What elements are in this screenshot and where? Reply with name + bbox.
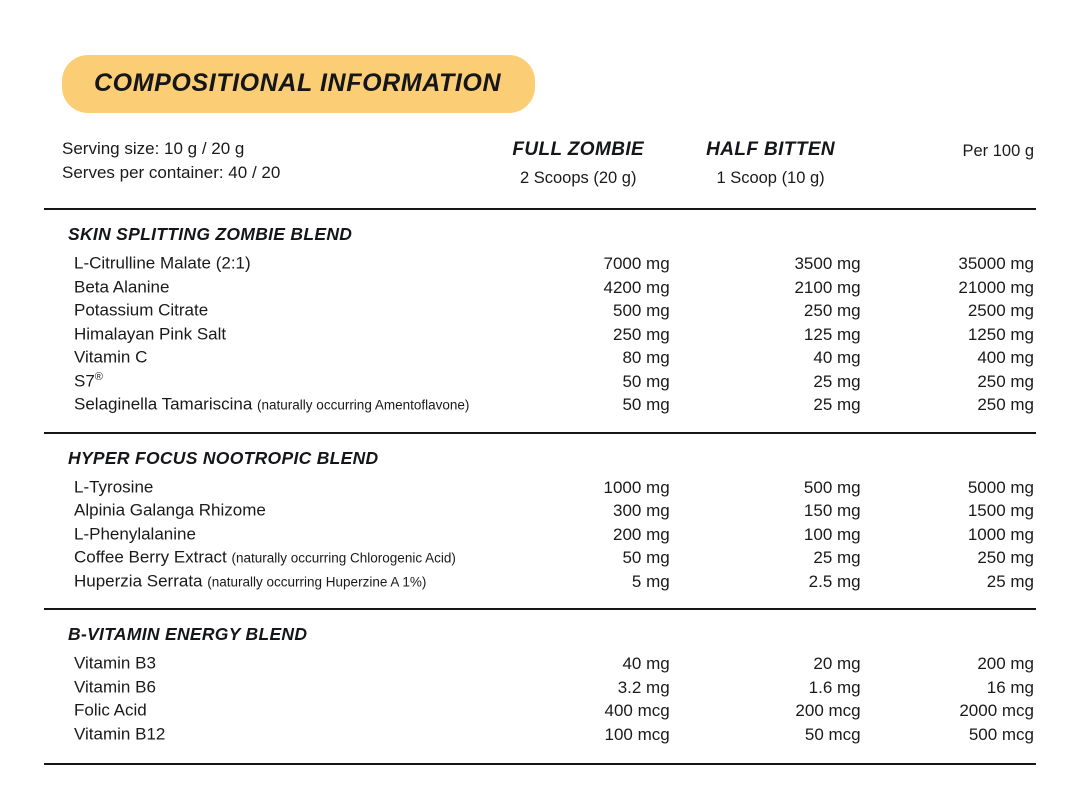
ingredient-name (62, 277, 481, 298)
ingredient-sup: ® (94, 370, 103, 383)
value-per-100g: 35000 mg (958, 254, 1035, 274)
ingredient-name (62, 547, 481, 568)
column-header-half-bitten-sub: 1 Scoop (10 g) (716, 168, 825, 187)
value-per-100g: 21000 mg (958, 277, 1035, 297)
table-row (62, 677, 1036, 701)
value-full-zombie: 200 mg (612, 524, 670, 544)
ingredient-name (62, 724, 481, 745)
value-full-zombie: 3.2 mg (617, 677, 670, 697)
divider-bottom (44, 763, 1036, 765)
ingredient-label: Coffee Berry Extract (74, 548, 227, 568)
ingredient-name (62, 500, 481, 521)
serves-per-container: Serves per container: 40 / 20 (62, 163, 281, 183)
value-per-100g: 2000 mcg (959, 701, 1035, 721)
value-half-bitten: 2.5 mg (808, 571, 861, 591)
value-per-100g: 16 mg (986, 677, 1035, 697)
value-half-bitten: 1.6 mg (808, 677, 861, 697)
column-header-per-100g (866, 137, 1037, 163)
ingredient-name (62, 653, 481, 674)
value-half-bitten: 50 mcg (804, 724, 861, 744)
value-half-bitten: 100 mg (803, 524, 861, 544)
value-per-100g: 500 mcg (968, 724, 1035, 744)
value-full-zombie: 7000 mg (603, 254, 670, 274)
value-per-100g: 250 mg (977, 548, 1035, 568)
column-header-full-zombie-sub: 2 Scoops (20 g) (519, 168, 637, 187)
column-header-full-zombie-title: FULL ZOMBIE (512, 139, 645, 160)
value-half-bitten: 125 mg (803, 324, 861, 344)
table-row (62, 277, 1036, 301)
ingredient-label: Vitamin B12 (74, 724, 166, 744)
divider-section-2 (44, 608, 1036, 610)
column-header-half-bitten-title: HALF BITTEN (706, 139, 836, 160)
table-row (62, 394, 1036, 418)
ingredient-name (62, 571, 481, 592)
value-full-zombie: 50 mg (622, 371, 670, 391)
value-half-bitten: 250 mg (803, 301, 861, 321)
ingredient-name (62, 253, 481, 274)
value-half-bitten: 200 mcg (795, 701, 861, 721)
section-title: B-VITAMIN ENERGY BLEND (68, 624, 308, 645)
ingredient-note: (naturally occurring Amentoflavone) (257, 398, 470, 414)
value-full-zombie: 250 mg (612, 324, 670, 344)
value-per-100g: 1250 mg (967, 324, 1035, 344)
ingredient-label: L-Tyrosine (74, 477, 154, 497)
ingredient-name (62, 677, 481, 698)
ingredient-label: Folic Acid (74, 701, 147, 721)
divider-section-1 (44, 432, 1036, 434)
ingredient-label: L-Phenylalanine (74, 524, 196, 544)
value-full-zombie: 80 mg (622, 348, 670, 368)
value-full-zombie: 300 mg (612, 501, 670, 521)
ingredient-note: (naturally occurring Chlorogenic Acid) (231, 551, 456, 567)
section-title: SKIN SPLITTING ZOMBIE BLEND (68, 224, 353, 245)
table-row (62, 547, 1036, 571)
table-row (62, 253, 1036, 277)
ingredient-label: Vitamin B6 (74, 677, 156, 697)
ingredient-label: Vitamin B3 (74, 654, 156, 674)
value-per-100g: 250 mg (977, 371, 1035, 391)
table-row (62, 324, 1036, 348)
table-row (62, 571, 1036, 595)
column-header-half-bitten (676, 137, 866, 190)
ingredient-name (62, 347, 481, 368)
value-full-zombie: 4200 mg (603, 277, 670, 297)
value-half-bitten: 25 mg (813, 395, 861, 415)
value-full-zombie: 5 mg (631, 571, 670, 591)
table-row (62, 500, 1036, 524)
ingredient-note: (naturally occurring Huperzine A 1%) (207, 574, 427, 590)
table-header (44, 137, 1036, 190)
table-row (62, 477, 1036, 501)
value-half-bitten: 25 mg (813, 548, 861, 568)
value-per-100g: 1000 mg (967, 524, 1035, 544)
ingredient-name (62, 700, 481, 721)
page-title-pill (62, 55, 535, 113)
ingredient-label: L-Citrulline Malate (2:1) (74, 254, 251, 274)
serving-size: Serving size: 10 g / 20 g (62, 139, 245, 158)
value-per-100g: 5000 mg (967, 477, 1035, 497)
ingredient-label: Alpinia Galanga Rhizome (74, 501, 266, 521)
column-header-full-zombie (481, 137, 676, 190)
ingredient-label: Huperzia Serrata (74, 571, 203, 591)
value-half-bitten: 2100 mg (794, 277, 861, 297)
value-half-bitten: 25 mg (813, 371, 861, 391)
table-row (62, 700, 1036, 724)
ingredient-label: Selaginella Tamariscina (74, 395, 253, 415)
ingredient-name (62, 394, 481, 415)
divider-top (44, 208, 1036, 210)
ingredient-name (62, 524, 481, 545)
ingredient-name (62, 300, 481, 321)
value-half-bitten: 150 mg (803, 501, 861, 521)
table-row (62, 653, 1036, 677)
serving-info (62, 137, 481, 185)
section-title: HYPER FOCUS NOOTROPIC BLEND (68, 447, 379, 468)
ingredient-name (62, 371, 481, 392)
ingredient-name (62, 477, 481, 498)
ingredient-label: S7 (74, 371, 95, 391)
column-header-per-100g-sub: Per 100 g (962, 142, 1035, 160)
value-full-zombie: 500 mg (612, 301, 670, 321)
value-half-bitten: 3500 mg (794, 254, 861, 274)
ingredient-name (62, 324, 481, 345)
page-title: COMPOSITIONAL INFORMATION (94, 69, 502, 97)
table-row (62, 724, 1036, 748)
table-row (62, 300, 1036, 324)
value-per-100g: 1500 mg (967, 501, 1035, 521)
section-b-vitamin-energy-blend (44, 624, 1036, 747)
value-per-100g: 200 mg (977, 654, 1035, 674)
value-per-100g: 250 mg (977, 395, 1035, 415)
table-row (62, 524, 1036, 548)
value-half-bitten: 40 mg (813, 348, 861, 368)
value-half-bitten: 20 mg (813, 654, 861, 674)
section-skin-splitting-zombie-blend (44, 224, 1036, 418)
value-per-100g: 400 mg (977, 348, 1035, 368)
value-half-bitten: 500 mg (803, 477, 861, 497)
value-full-zombie: 40 mg (622, 654, 670, 674)
value-per-100g: 2500 mg (967, 301, 1035, 321)
value-full-zombie: 1000 mg (603, 477, 670, 497)
value-full-zombie: 50 mg (622, 395, 670, 415)
table-row (62, 371, 1036, 395)
ingredient-label: Potassium Citrate (74, 301, 209, 321)
ingredient-label: Vitamin C (74, 348, 148, 368)
table-row (62, 347, 1036, 371)
value-full-zombie: 100 mcg (604, 724, 670, 744)
value-full-zombie: 50 mg (622, 548, 670, 568)
ingredient-label: Beta Alanine (74, 277, 170, 297)
ingredient-label: Himalayan Pink Salt (74, 324, 227, 344)
value-full-zombie: 400 mcg (604, 701, 670, 721)
section-hyper-focus-nootropic-blend (44, 448, 1036, 595)
value-per-100g: 25 mg (986, 571, 1035, 591)
